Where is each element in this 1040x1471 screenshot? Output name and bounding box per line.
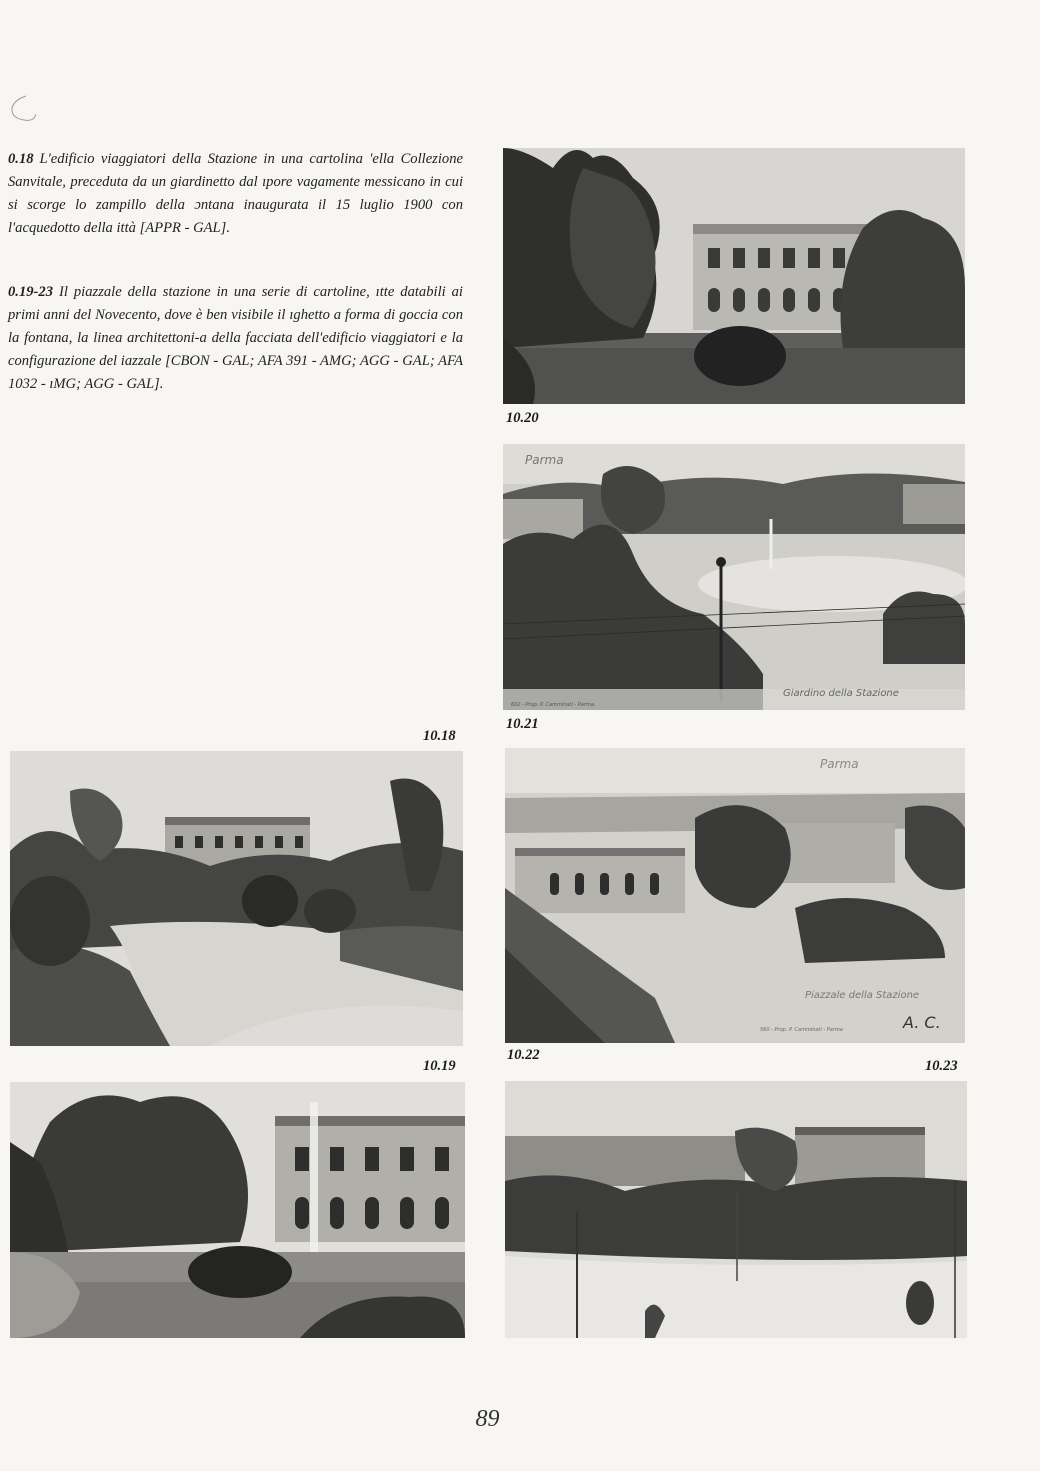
postcard-signature: A. C. bbox=[903, 1013, 941, 1032]
caption-text: L'edificio viaggiatori della Stazione in una cartolina 'ella Collezione Sanvitale, preceduta da un giardinetto dal ıpore vagamente messicano in cui si scorge lo zampillo della ɔntana inaugurata il 15 luglio 1900 con l'acquedotto della ittà [APPR - GAL]. bbox=[8, 151, 463, 236]
caption-10-19-23 bbox=[8, 281, 463, 396]
caption-number: 0.18 bbox=[8, 151, 34, 167]
postcard-city: Parma bbox=[820, 757, 859, 771]
figure-label-10-18: 10.18 bbox=[423, 728, 456, 744]
photo-10-19 bbox=[10, 1082, 465, 1338]
figure-label-10-19: 10.19 bbox=[423, 1058, 456, 1074]
figure-label-10-22: 10.22 bbox=[507, 1047, 540, 1063]
caption-text: Il piazzale della stazione in una serie di cartoline, ıtte databili ai primi anni del Novecento, dove è ben visibile il ıghetto a forma di goccia con la fontana, la linea architettoni-a della facciata dell'edificio viaggiatori e la configurazione del iazzale [CBON - GAL; AFA 391 - AMG; AGG - GAL; AFA 1032 - ıMG; AGG - GAL]. bbox=[8, 284, 463, 392]
figure-label-10-23: 10.23 bbox=[925, 1058, 958, 1074]
page-number: 89 bbox=[475, 1406, 500, 1432]
figure-label-10-20: 10.20 bbox=[506, 410, 539, 426]
caption-10-18 bbox=[8, 148, 463, 240]
figure-label-10-21: 10.21 bbox=[506, 716, 539, 732]
postcard-city: Parma bbox=[525, 453, 564, 467]
caption-number: 0.19-23 bbox=[8, 284, 53, 300]
postcard-imprint: 560 - Prop. P. Camminati - Parma bbox=[760, 1027, 843, 1033]
postcard-title: Giardino della Stazione bbox=[783, 688, 899, 699]
photo-10-18 bbox=[10, 751, 463, 1046]
photo-10-21 bbox=[503, 444, 965, 710]
photo-10-23 bbox=[505, 1081, 967, 1338]
postcard-title: Piazzale della Stazione bbox=[805, 990, 920, 1001]
corner-pencil-mark bbox=[6, 92, 36, 124]
postcard-imprint: 602 - Prop. P. Camminati - Parma. bbox=[511, 702, 596, 708]
photo-10-20 bbox=[503, 148, 965, 404]
photo-10-22 bbox=[505, 748, 965, 1043]
